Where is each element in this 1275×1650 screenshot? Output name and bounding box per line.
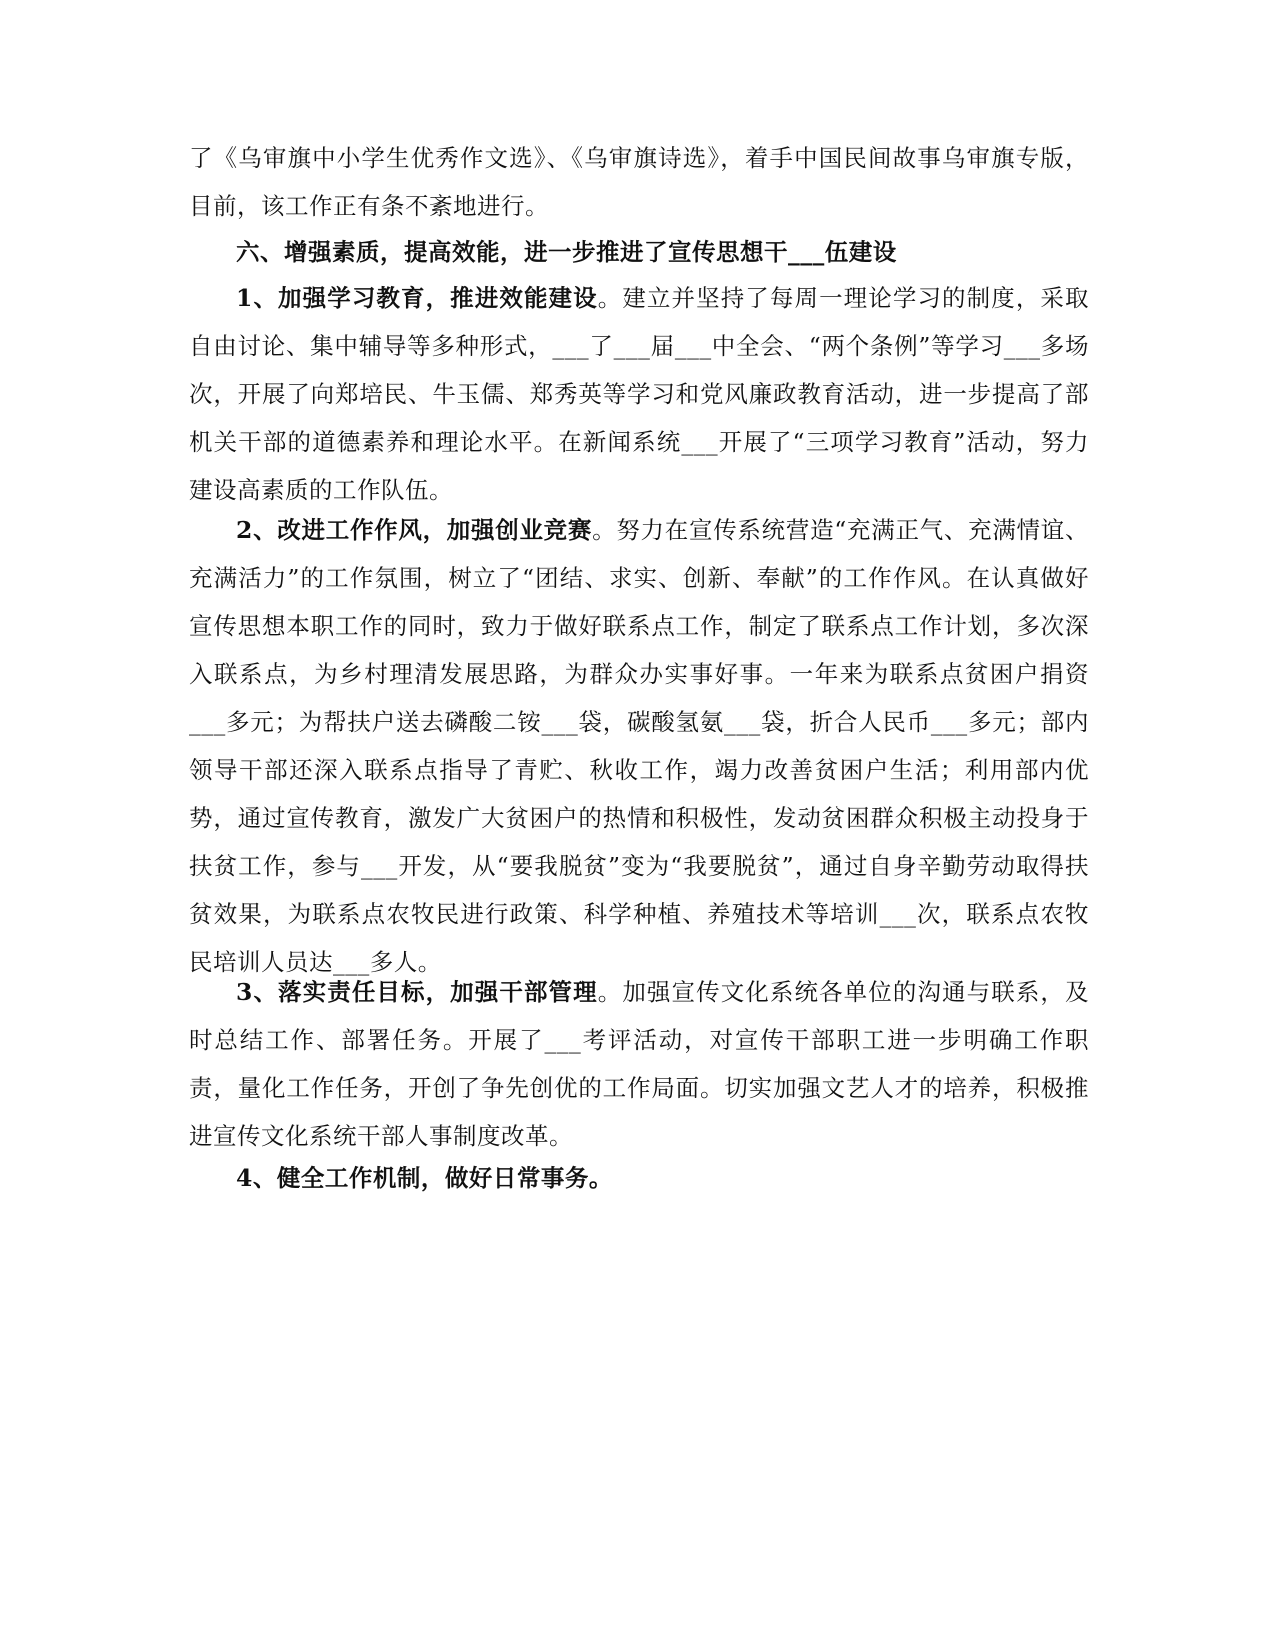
item-2-title: 2、改进工作作风，加强创业竞赛 [236,516,593,544]
item-3-paragraph [189,968,1089,1160]
item-1-title: 1、加强学习教育，推进效能建设 [236,284,598,312]
item-3-title: 3、落实责任目标，加强干部管理 [236,978,598,1006]
item-2-paragraph [189,506,1089,986]
item-2-body: 。努力在宣传系统营造“充满正气、充满情谊、充满活力”的工作氛围，树立了“团结、求实、创新、奉献”的工作作风。在认真做好宣传思想本职工作的同时，致力于做好联系点工作，制定了联系点工作计划，多次深入联系点，为乡村理清发展思路，为群众办实事好事。一年来为联系点贫困户捐资___多元；为帮扶户送去磷酸二铵___袋，碳酸氢氨___袋，折合人民币___多元；部内领导干部还深入联系点指导了青贮、秋收工作，竭力改善贫困户生活；利用部内优势，通过宣传教育，激发广大贫困户的热情和积极性，发动贫困群众积极主动投身于扶贫工作，参与___开发，从“要我脱贫”变为“我要脱贫”，通过自身辛勤劳动取得扶贫效果，为联系点农牧民进行政策、科学种植、养殖技术等培训___次，联系点农牧民培训人员达___多人。 [189,516,1089,976]
item-1-body: 。建立并坚持了每周一理论学习的制度，采取自由讨论、集中辅导等多种形式，___了___届___中全会、“两个条例”等学习___多场次，开展了向郑培民、牛玉儒、郑秀英等学习和党风廉政教育活动，进一步提高了部机关干部的道德素养和理论水平。在新闻系统___开展了“三项学习教育”活动，努力建设高素质的工作队伍。 [189,284,1090,504]
item-1-paragraph [189,274,1089,514]
item-3-body: 。加强宣传文化系统各单位的沟通与联系，及时总结工作、部署任务。开展了___考评活动，对宣传干部职工进一步明确工作职责，量化工作任务，开创了争先创优的工作局面。切实加强文艺人才的培养，积极推进宣传文化系统干部人事制度改革。 [189,978,1090,1150]
item-4-title: 4、健全工作机制，做好日常事务。 [236,1164,613,1192]
paragraph-continuation: 了《乌审旗中小学生优秀作文选》、《乌审旗诗选》，着手中国民间故事乌审旗专版，目前，该工作正有条不紊地进行。 [189,144,1089,220]
section-heading: 六、增强素质，提高效能，进一步推进了宣传思想干___伍建设 [236,238,897,266]
